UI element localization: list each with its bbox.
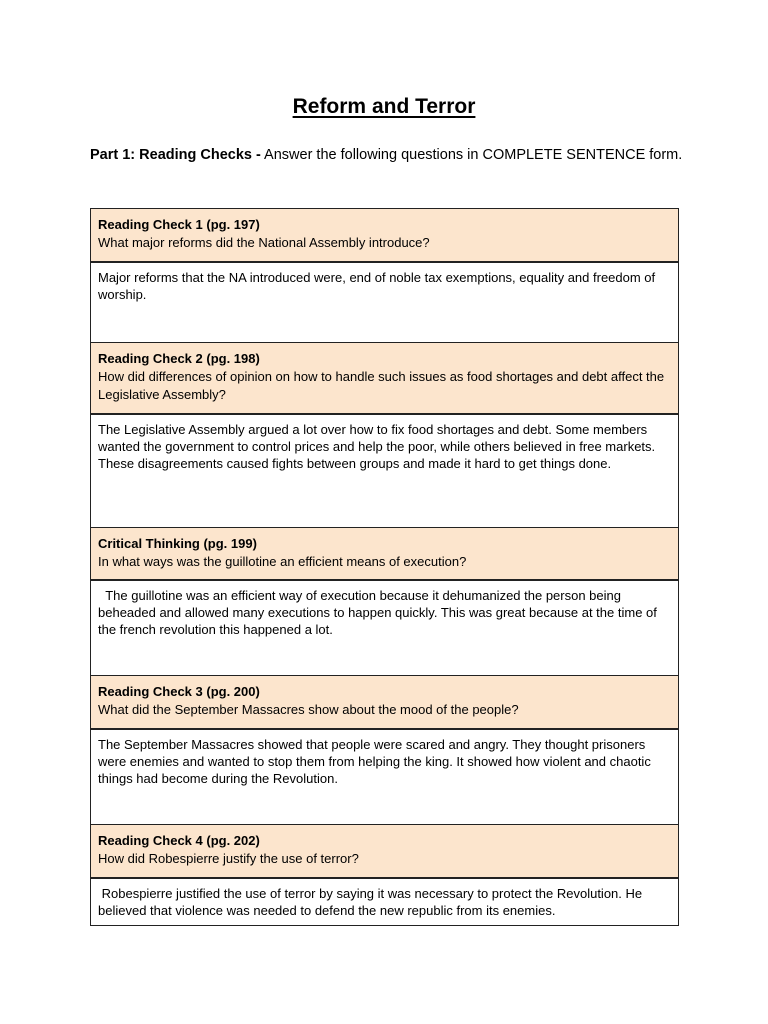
answer-row — [91, 262, 679, 343]
question-row — [91, 825, 679, 879]
question-cell — [91, 209, 679, 263]
document-title: Reform and Terror — [292, 95, 476, 118]
question-text: How did Robespierre justify the use of terror? — [98, 851, 359, 866]
answer-row — [91, 414, 679, 528]
check-title: Critical Thinking (pg. 199) — [98, 536, 257, 551]
question-text: What did the September Massacres show about the mood of the people? — [98, 702, 519, 717]
check-title: Reading Check 4 (pg. 202) — [98, 833, 260, 848]
answer-text: The September Massacres showed that people were scared and angry. They thought prisoners were enemies and wanted to stop them from helping the king. It showed how violent and chaotic things had become during the Revolution. — [98, 737, 655, 786]
question-cell — [91, 825, 679, 879]
answer-cell[interactable] — [91, 580, 679, 676]
answer-cell[interactable] — [91, 414, 679, 528]
answer-cell[interactable] — [91, 729, 679, 825]
instructions — [90, 145, 690, 166]
question-row — [91, 343, 679, 415]
reading-checks-table — [90, 208, 679, 926]
answer-text: The guillotine was an efficient way of execution because it dehumanized the person being beheaded and allowed many executions to happen quickly. This was great because at the time of the french revolution this happened a lot. — [98, 588, 661, 637]
instructions-lead: Part 1: Reading Checks - — [90, 147, 261, 163]
check-title: Reading Check 3 (pg. 200) — [98, 684, 260, 699]
question-text: In what ways was the guillotine an efficient means of execution? — [98, 554, 467, 569]
answer-row — [91, 878, 679, 926]
instructions-text: Answer the following questions in COMPLETE SENTENCE form. — [260, 147, 683, 163]
question-cell — [91, 676, 679, 730]
answer-cell[interactable] — [91, 262, 679, 343]
question-cell — [91, 528, 679, 581]
question-text: What major reforms did the National Assembly introduce? — [98, 235, 430, 250]
question-row — [91, 209, 679, 263]
question-cell — [91, 343, 679, 415]
answer-text: Robespierre justified the use of terror by saying it was necessary to protect the Revolution. He believed that violence was needed to defend the new republic from its enemies. — [98, 886, 646, 918]
answer-row — [91, 580, 679, 676]
question-row — [91, 676, 679, 730]
answer-text: The Legislative Assembly argued a lot over how to fix food shortages and debt. Some members wanted the government to control prices and help the poor, while others believed in free markets. These disagreements caused fights between groups and made it hard to get things done. — [98, 422, 659, 471]
question-row — [91, 528, 679, 581]
check-title: Reading Check 1 (pg. 197) — [98, 217, 260, 232]
question-text: How did differences of opinion on how to handle such issues as food shortages and debt affect the Legislative Assembly? — [98, 369, 665, 402]
answer-cell[interactable] — [91, 878, 679, 926]
answer-text: Major reforms that the NA introduced were, end of noble tax exemptions, equality and freedom of worship. — [98, 270, 659, 302]
answer-row — [91, 729, 679, 825]
check-title: Reading Check 2 (pg. 198) — [98, 351, 260, 366]
